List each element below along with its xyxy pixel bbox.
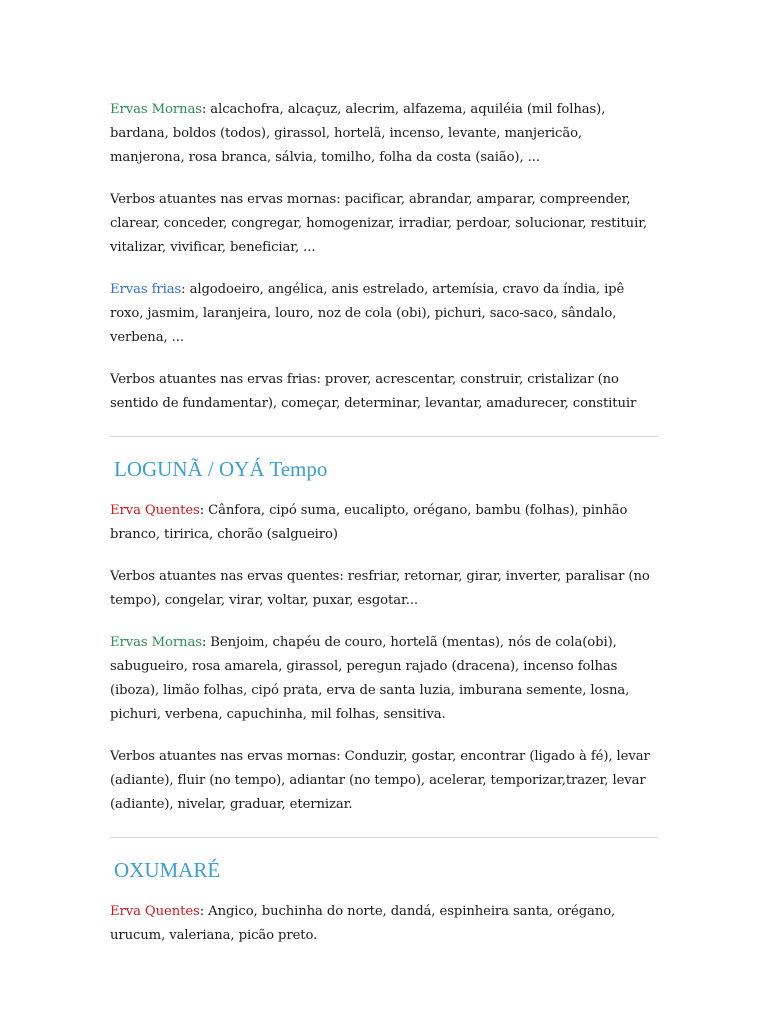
paragraph-erva-quentes bbox=[110, 499, 658, 547]
paragraph-verbos-mornas-logun bbox=[110, 745, 658, 817]
label-erva-quentes: Erva Quentes bbox=[110, 904, 200, 919]
label-ervas-mornas: Ervas Mornas bbox=[110, 635, 202, 650]
section-heading-logun: LOGUNÃ / OYÁ Tempo bbox=[114, 457, 328, 481]
paragraph-text: Verbos atuantes nas ervas quentes: resfriar, retornar, girar, inverter, paralisar (no tempo), congelar, virar, voltar, puxar, esgotar... bbox=[110, 569, 650, 608]
paragraph-text: : Benjoim, chapéu de couro, hortelã (mentas), nós de cola(obi), sabugueiro, rosa amarela, girassol, peregun rajado (dracena), incenso folhas (iboza), limão folhas, cipó prata, erva de santa luzia, imburana semente, losna, pichuri, verbena, capuchinha, mil folhas, sensitiva. bbox=[110, 635, 630, 722]
paragraph-ervas-frias bbox=[110, 278, 658, 350]
paragraph-erva-quentes-oxumare bbox=[110, 900, 658, 948]
paragraph-text: Verbos atuantes nas ervas mornas: Conduzir, gostar, encontrar (ligado à fé), levar (adiante), fluir (no tempo), adiantar (no tempo), acelerar, temporizar,trazer, levar (adiante), nivelar, graduar, eternizar. bbox=[110, 749, 650, 812]
label-ervas-mornas: Ervas Mornas bbox=[110, 102, 202, 117]
paragraph-text: : Cânfora, cipó suma, eucalipto, orégano, bambu (folhas), pinhão branco, tiririca, chorão (salgueiro) bbox=[110, 503, 628, 542]
paragraph-ervas-mornas-logun bbox=[110, 631, 658, 727]
paragraph-text: : alcachofra, alcaçuz, alecrim, alfazema, aquiléia (mil folhas), bardana, boldos (todos), girassol, hortelã, incenso, levante, manjericão, manjerona, rosa branca, sálvia, tomilho, folha da costa (saião), ... bbox=[110, 102, 606, 165]
paragraph-text: : algodoeiro, angélica, anis estrelado, artemísia, cravo da índia, ipê roxo, jasmim, laranjeira, louro, noz de cola (obi), pichuri, saco-saco, sândalo, verbena, ... bbox=[110, 282, 625, 345]
document-page bbox=[110, 98, 658, 966]
paragraph-text: Verbos atuantes nas ervas frias: prover, acrescentar, construir, cristalizar (no sentido de fundamentar), começar, determinar, levantar, amadurecer, constituir bbox=[110, 372, 637, 411]
paragraph-verbos-quentes bbox=[110, 565, 658, 613]
section-divider bbox=[110, 436, 658, 437]
label-ervas-frias: Ervas frias bbox=[110, 282, 182, 297]
paragraph-text: Verbos atuantes nas ervas mornas: pacificar, abrandar, amparar, compreender, clarear, conceder, congregar, homogenizar, irradiar, perdoar, solucionar, restituir, vitalizar, vivificar, beneficiar, ... bbox=[110, 192, 648, 255]
label-erva-quentes: Erva Quentes bbox=[110, 503, 200, 518]
section-divider bbox=[110, 837, 658, 838]
paragraph-text: : Angico, buchinha do norte, dandá, espinheira santa, orégano, urucum, valeriana, picão preto. bbox=[110, 904, 616, 943]
paragraph-verbos-frias bbox=[110, 368, 658, 416]
section-heading-oxumare: OXUMARÉ bbox=[114, 858, 221, 882]
paragraph-ervas-mornas bbox=[110, 98, 658, 170]
paragraph-verbos-mornas bbox=[110, 188, 658, 260]
